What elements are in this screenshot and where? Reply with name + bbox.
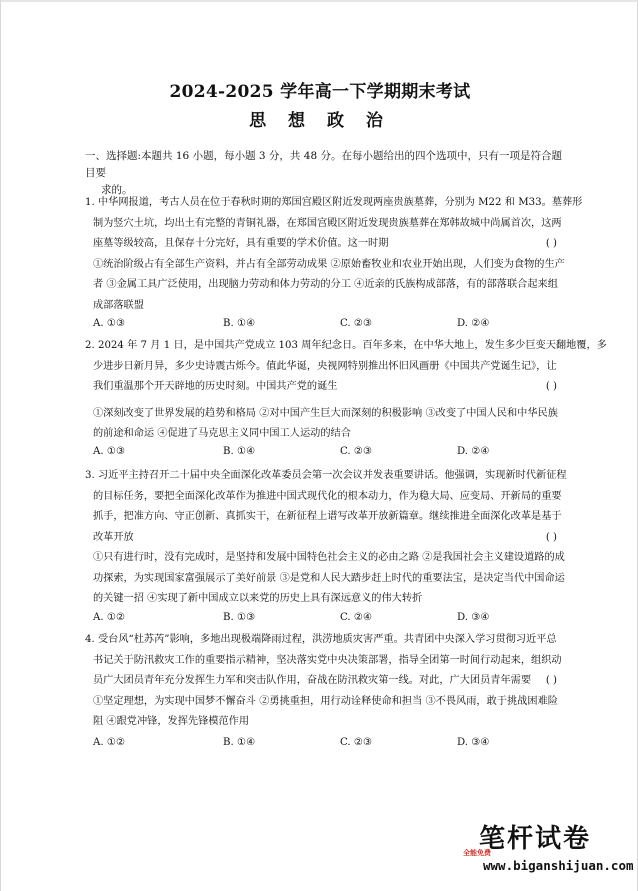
question-4-line: 书记关于防汛救灾工作的重要指示精神，坚决落实党中央决策部署，指导全团第一时间行动起来，组织动 — [93, 654, 562, 666]
question-2-options — [93, 446, 563, 464]
question-3-line — [85, 528, 563, 549]
question-3-line: 3. 习近平主持召开二十届中央全面深化改革委员会第一次会议并发表重要讲话。他强调，实现新时代新征程 — [85, 470, 567, 481]
top-divider — [1, 0, 638, 2]
question-3-line: 的关键一招 ④实现了新中国成立以来党的历史上具有深远意义的伟大转折 — [93, 593, 423, 604]
question-1-line: 者 ③金属工具广泛使用，出现脑力劳动和体力劳动的分工 ④近亲的氏族构成部落，有的部落联合起来组 — [93, 279, 558, 290]
option-c: C. ②③ — [340, 737, 373, 748]
question-1-line — [85, 234, 563, 255]
question-4-line: ①坚定理想，为实现中国梦不懈奋斗 ②勇挑重担，用行动诠释使命和担当 ③不畏风雨，敢于挑战困难险 — [93, 695, 558, 707]
question-3-line: 功探索，为实现国家富强展示了美好前景 ③是党和人民大踏步赶上时代的重要法宝，是决定当代中国命运 — [93, 572, 565, 584]
question-4-line: 4. 受台风“杜苏芮”影响，多地出现极端降雨过程，洪涝地质灾害严重。共青团中央深入学习贯彻习近平总 — [85, 634, 557, 645]
question-4-options — [93, 737, 563, 755]
option-a: A. ①② — [93, 612, 126, 623]
question-3-line: ①只有进行时，没有完成时，是坚持和发展中国特色社会主义的必由之路 ②是我国社会主义建设道路的成 — [93, 552, 565, 563]
exam-subject: 思 想 政 治 — [249, 111, 391, 131]
answer-bracket: ( ) — [545, 531, 557, 543]
option-d: D. ②④ — [457, 318, 490, 329]
option-a: A. ①② — [93, 737, 126, 748]
watermark-title: 笔杆试卷 — [479, 824, 592, 854]
question-3-stem-end: 改革开放 — [93, 531, 134, 543]
question-3-options — [93, 612, 563, 630]
option-a: A. ①③ — [93, 318, 126, 329]
question-2-line: ①深刻改变了世界发展的趋势和格局 ②对中国产生巨大而深刻的积极影响 ③改变了中国人民和中华民族 — [93, 407, 558, 419]
question-1-stem-end: 座墓等级较高，且保存十分完好，具有重要的学术价值。这一时期 — [93, 238, 389, 249]
section-instructions — [85, 148, 565, 199]
answer-bracket: ( ) — [545, 675, 557, 686]
question-4-line — [85, 671, 563, 692]
question-4 — [85, 630, 563, 733]
question-2-line: 少进步日新月异，多少史诗震古烁今。值此华诞，央视网特别推出怀旧风画册《中国共产党诞生记》，让 — [93, 360, 557, 372]
watermark-url: www.biganshijuan.com — [483, 858, 634, 873]
option-d: D. ②④ — [457, 446, 490, 457]
section-line-1: 一、选择题:本题共 16 小题，每小题 3 分，共 48 分。在每小题给出的四个选项中，只有一项是符合题目要 — [85, 150, 562, 179]
option-b: B. ①④ — [223, 737, 256, 748]
option-d: D. ③④ — [457, 737, 490, 748]
option-d: D. ③④ — [457, 612, 490, 623]
question-3 — [85, 466, 567, 610]
question-2 — [85, 336, 607, 445]
question-2-stem-end: 我们重温那个开天辟地的历史时刻。中国共产党的诞生 — [93, 381, 338, 392]
question-2-line — [85, 377, 563, 398]
section-line-2: 求的。 — [101, 184, 133, 196]
question-1 — [85, 193, 583, 316]
question-1-options — [93, 318, 563, 336]
option-b: B. ①④ — [223, 446, 256, 457]
answer-bracket: ( ) — [545, 238, 557, 249]
answer-bracket: ( ) — [545, 381, 557, 392]
option-c: C. ②③ — [340, 446, 373, 457]
question-4-stem-end: 员广大团员青年充分发挥生力军和突击队作用，奋战在防汛救灾第一线。对此，广大团员青年需要 — [93, 675, 532, 686]
watermark — [463, 818, 634, 880]
option-b: B. ①③ — [223, 612, 256, 623]
question-1-line: 制为竖穴土坑，均出土有完整的青铜礼器，在郑国宫殿区附近发现贵族墓葬在郑韩故城中尚属首次，这两 — [93, 217, 562, 229]
exam-title: 2024-2025 学年高一下学期期末考试 — [169, 82, 471, 102]
question-2-line: 2. 2024 年 7 月 1 日，是中国共产党成立 103 周年纪念日。百年多来，在中华大地上，发生多少巨变天翻地覆，多 — [85, 340, 607, 351]
option-c: C. ②④ — [340, 612, 373, 623]
question-3-line: 的目标任务，要把全面深化改革作为推进中国式现代化的根本动力，作为稳大局、应变局、开新局的重要 — [93, 490, 562, 502]
option-c: C. ②③ — [340, 318, 373, 329]
question-1-line: 1. 中华网报道，考古人员在位于春秋时期的郑国宫殿区附近发现两座贵族墓葬，分别为 M22 和 M33。墓葬形 — [85, 197, 583, 208]
option-b: B. ①④ — [223, 318, 256, 329]
question-3-line: 抓手，把准方向、守正创新、真抓实干，在新征程上谱写改革开放新篇章。继续推进全面深化改革是基于 — [93, 511, 562, 522]
question-2-line: 的前途和命运 ④促进了马克思主义同中国工人运动的结合 — [93, 428, 351, 439]
question-1-line: ①统治阶级占有全部生产资料，并占有全部劳动成果 ②原始畜牧业和农业开始出现，人们变为食物的生产 — [93, 258, 565, 270]
question-1-line: 成部落联盟 — [93, 299, 144, 311]
option-a: A. ①③ — [93, 446, 126, 457]
question-4-line: 阻 ④跟党冲锋，发挥先锋模范作用 — [93, 716, 250, 727]
watermark-tag: 全能免费 — [463, 849, 491, 857]
